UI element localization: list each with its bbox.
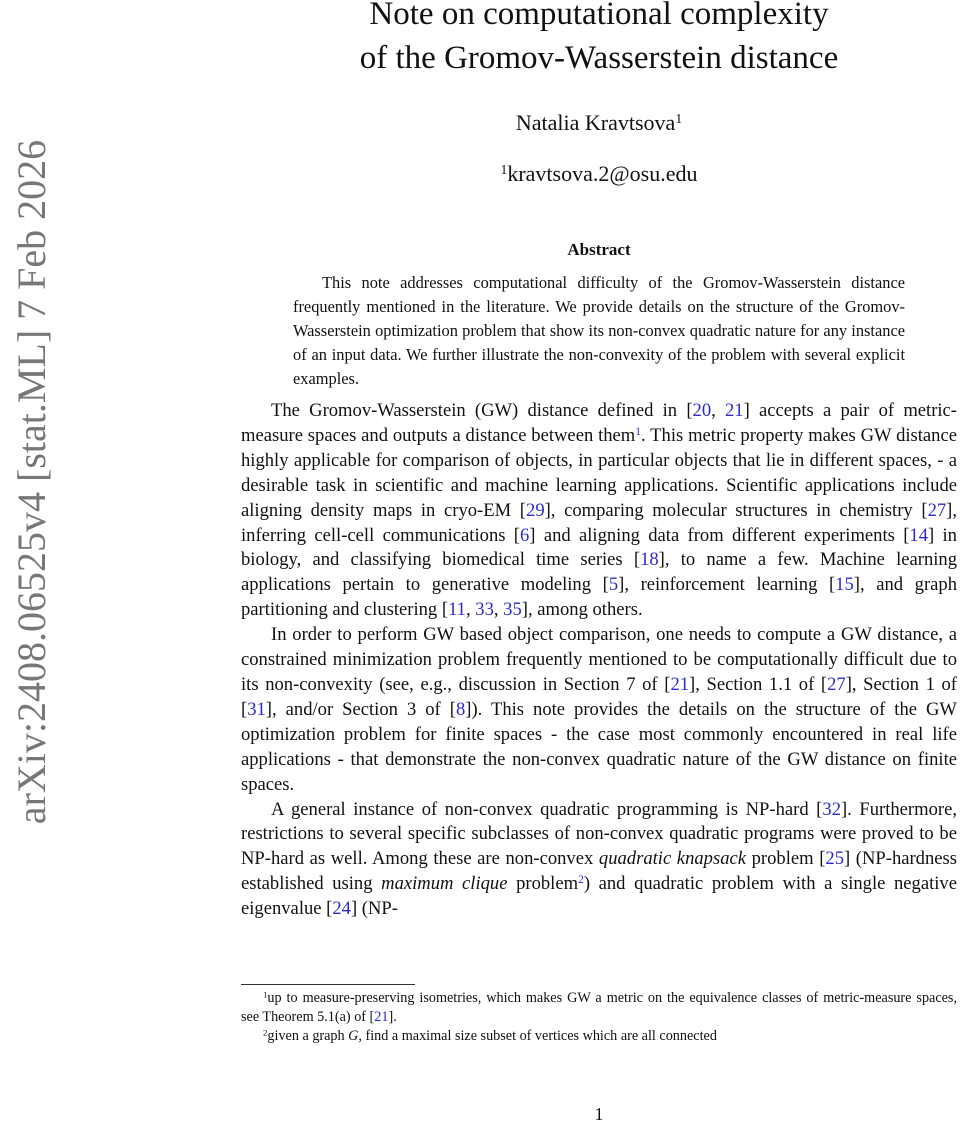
abstract-heading: Abstract (567, 240, 631, 259)
title-line-1: Note on computational complexity (369, 0, 829, 32)
text-run: ) and quadratic problem with a single negative eigenvalue [ (241, 873, 957, 920)
text-run: ]. Furthermore, restrictions to several specific subclasses of non-convex quadratic programs were proved to be NP-hard as well. Among these are non-convex (241, 798, 957, 870)
paragraph-3 (241, 798, 957, 923)
citation-link[interactable]: 29 (526, 499, 545, 521)
citation-link[interactable]: 24 (332, 898, 351, 920)
citation-link[interactable]: 15 (835, 574, 854, 596)
text-run: ] (NP-hardness established using (241, 848, 958, 895)
text-run: ]. (388, 1009, 397, 1025)
author-email[interactable]: kravtsova.2@osu.edu (507, 161, 698, 186)
text-run: ], and graph partitioning and clustering [ (241, 574, 958, 621)
citation-link[interactable]: 21 (670, 673, 690, 695)
text-run: ], inferring cell-cell communications [ (241, 499, 957, 546)
text-run: ], Section 1 of [ (241, 673, 957, 720)
citation-link[interactable]: 27 (827, 673, 846, 695)
text-run: The Gromov-Wasserstein (GW) distance defined in [ (271, 400, 693, 421)
text-run: , (493, 599, 504, 621)
citation-link[interactable]: 14 (909, 524, 928, 546)
citation-link[interactable]: 20 (692, 400, 712, 421)
citation-link[interactable]: 21 (374, 1009, 389, 1025)
math-variable: G (348, 1028, 359, 1044)
text-run: problem (507, 873, 579, 895)
footnotes (241, 989, 957, 1046)
author-name: Natalia Kravtsova (515, 110, 676, 135)
citation-link[interactable]: 33 (475, 599, 494, 621)
citation-link[interactable]: 18 (640, 549, 659, 571)
text-run: , find a maximal size subset of vertices which are all connected (358, 1028, 717, 1044)
footnote-mark: 1 (263, 989, 268, 1000)
footnote-ref-1[interactable]: 1 (635, 426, 642, 439)
citation-link[interactable]: 25 (825, 848, 844, 870)
citation-link[interactable]: 35 (503, 599, 522, 621)
text-run: , (711, 400, 725, 421)
text-run: ], comparing molecular structures in chemistry [ (544, 499, 928, 521)
page-number: 1 (594, 1104, 604, 1124)
text-run: up to measure-preserving isometries, which makes GW a metric on the equivalence classes of metric-measure spaces, see Theorem 5.1(a) of [ (241, 990, 957, 1025)
text-run: ] accepts a pair of metric-measure spaces and outputs a distance between them (241, 400, 958, 446)
citation-link[interactable]: 5 (608, 574, 619, 596)
title-line-2: of the Gromov-Wasserstein distance (359, 40, 839, 76)
paragraph-1 (241, 399, 957, 623)
author-affiliation-mark: 1 (675, 111, 683, 127)
text-run: ], and/or Section 3 of [ (265, 698, 456, 720)
text-run: ]). This note provides the details on the structure of the GW optimization problem for finite spaces - the case most commonly encountered in real life applications - that demonstrate the non-convex quadratic nature of the GW distance on finite spaces. (241, 698, 957, 795)
email-affiliation-mark: 1 (500, 162, 508, 178)
text-run: problem [ (746, 848, 826, 870)
paragraph-2 (241, 623, 957, 797)
citation-link[interactable]: 21 (725, 400, 744, 421)
emphasis-term: quadratic knapsack (598, 848, 746, 870)
emphasis-term: maximum clique (381, 873, 508, 895)
text-run: . This metric property makes GW distance highly applicable for comparison of objects, in particular objects that lie in different spaces, - a desirable task in scientific and machine learning applications. Scientific applications include aligning density maps in cryo-EM [ (241, 424, 957, 521)
footnote-ref-2[interactable]: 2 (578, 874, 584, 887)
body-text (241, 399, 957, 922)
citation-link[interactable]: 32 (822, 798, 841, 820)
footnote-mark: 2 (263, 1027, 268, 1038)
citation-link[interactable]: 6 (520, 524, 530, 546)
citation-link[interactable]: 31 (247, 698, 266, 720)
citation-link[interactable]: 27 (927, 499, 947, 521)
text-run: ], to name a few. Machine learning applications pertain to generative modeling [ (241, 549, 957, 596)
text-run: ], among others. (521, 599, 643, 621)
text-run: , (465, 599, 476, 621)
footnote-1 (241, 989, 957, 1027)
footnote-divider (241, 984, 415, 985)
text-run: ] (NP- (350, 898, 398, 920)
email-line (240, 159, 958, 189)
text-run: ] in biology, and classifying biomedical time series [ (241, 524, 957, 571)
paper-title (240, 0, 958, 80)
citation-link[interactable]: 8 (455, 698, 466, 720)
author-line (240, 108, 958, 138)
footnote-2 (241, 1027, 957, 1046)
citation-link[interactable]: 11 (448, 599, 466, 621)
text-run: ], Section 1.1 of [ (689, 673, 828, 695)
text-run: given a graph (267, 1028, 349, 1044)
text-run: ] and aligning data from different experiments [ (529, 524, 910, 546)
text-run: A general instance of non-convex quadratic programming is NP-hard [ (271, 798, 823, 820)
abstract-text: This note addresses computational difficulty of the Gromov-Wasserstein distance frequently mentioned in the literature. We provide details on the structure of the Gromov-Wasserstein optimization problem that show its non-convex quadratic nature for any instance of an input data. We further illustrate the non-convexity of the problem with several explicit examples. (293, 273, 905, 388)
arxiv-sidebar-stamp: arXiv:2408.06525v4 [stat.ML] 7 Feb 2026 (9, 139, 54, 825)
text-run: ], reinforcement learning [ (618, 574, 836, 596)
text-run: In order to perform GW based object comparison, one needs to compute a GW distance, a constrained minimization problem frequently mentioned to be computationally difficult due to its non-convexity (see, e.g., discussion in Section 7 of [ (241, 624, 957, 695)
